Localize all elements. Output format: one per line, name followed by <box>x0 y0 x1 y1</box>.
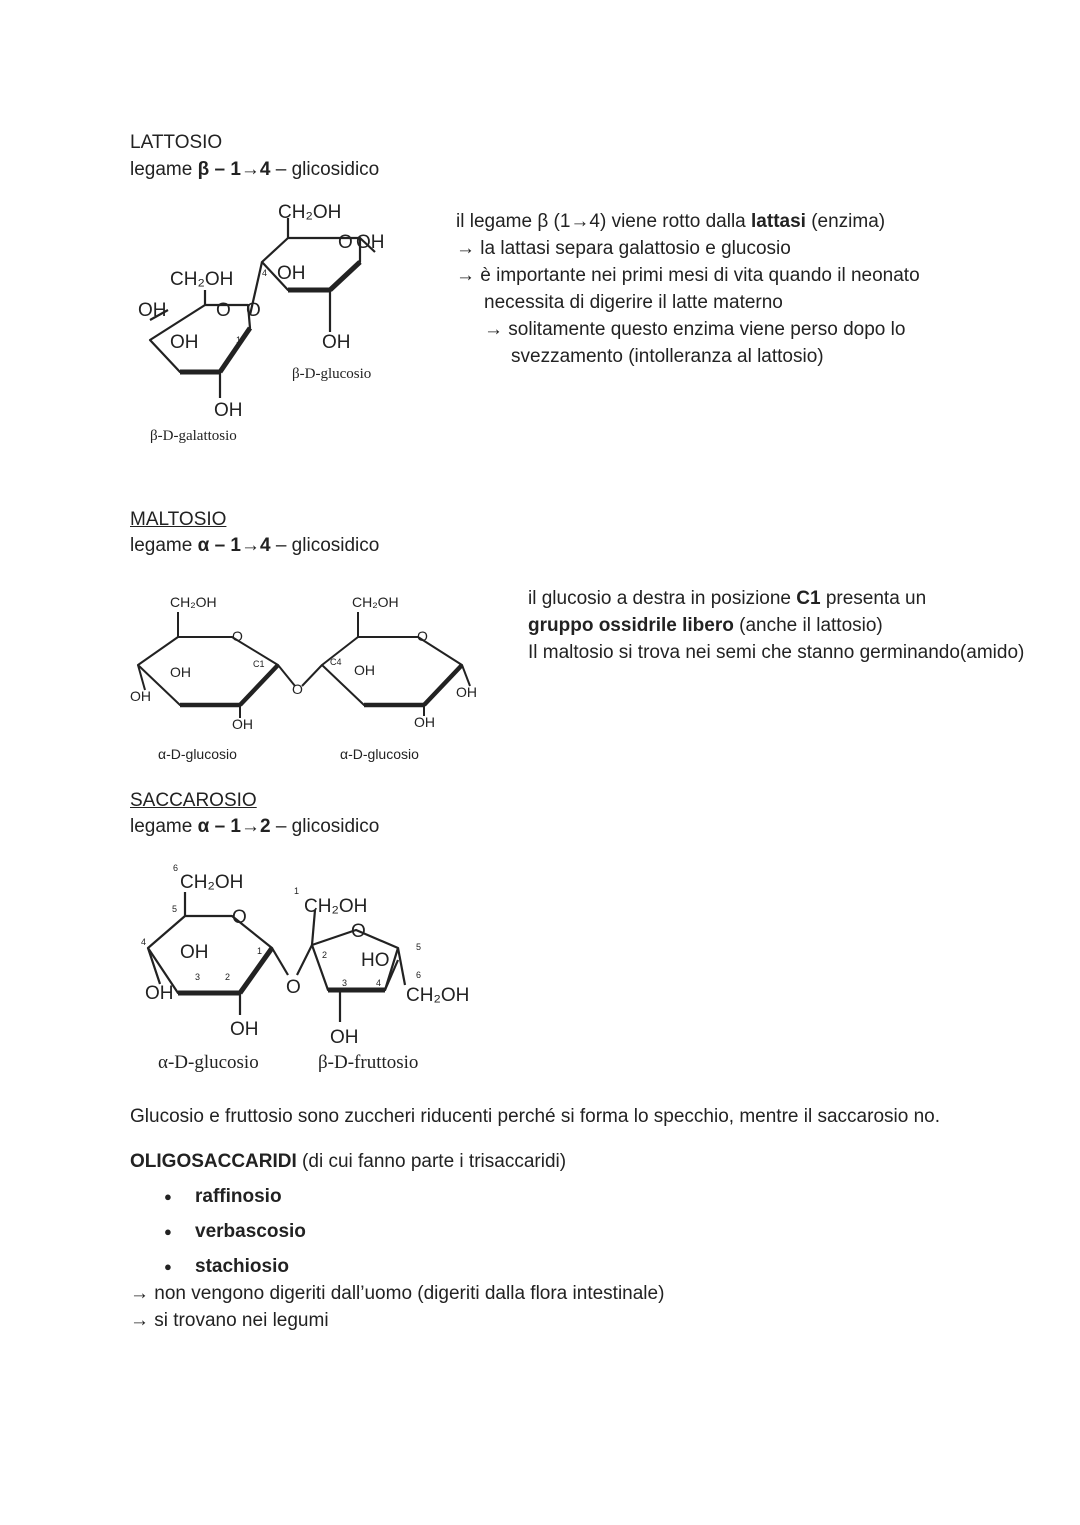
ch2oh-label: CH₂OH <box>304 896 368 917</box>
bond-type: α – 1→2 <box>197 816 271 837</box>
carbon-number: 6 <box>173 863 179 873</box>
saccarosio-title: SACCAROSIO <box>130 790 257 811</box>
link-oxygen-label: O <box>292 681 303 697</box>
ring-oxygen-label: O <box>232 628 243 644</box>
ring-oxygen-label: O <box>232 907 247 928</box>
ring-oxygen-label: O <box>351 921 366 942</box>
oligosaccaridi-list <box>130 1179 306 1284</box>
oh-label: OH <box>214 400 243 421</box>
ch2oh-label: CH₂OH <box>406 985 470 1006</box>
carbon-number: 4 <box>376 978 382 988</box>
link-oxygen-label: O <box>286 977 301 998</box>
bond-type: β – 1→4 <box>197 159 271 180</box>
oh-label: OH <box>277 263 306 284</box>
ch2oh-label: CH₂OH <box>278 202 342 223</box>
galactose-name: β-D-galattosio <box>150 428 237 444</box>
oh-label: OH <box>330 1027 359 1048</box>
ch2oh-label: CH₂OH <box>180 872 244 893</box>
glucose-name: α-D-glucosio <box>158 1052 259 1073</box>
list-item: ● stachiosio <box>130 1249 306 1284</box>
glucose-name-right: α-D-glucosio <box>340 746 419 762</box>
lattasi-keyword: lattasi <box>751 211 806 232</box>
note-line-4: necessita di digerire il latte materno <box>484 292 783 313</box>
oh-label: OH <box>356 232 385 253</box>
carbon-number: 2 <box>225 972 231 982</box>
oh-label: OH <box>232 716 253 732</box>
oh-label: OH <box>456 684 477 700</box>
carbon-number: 2 <box>322 950 328 960</box>
note-line-1: il glucosio a destra in posizione C1 presenta un <box>528 588 927 609</box>
oh-label: OH <box>230 1019 259 1040</box>
bond-prefix: legame <box>130 159 198 180</box>
carbon-number: 6 <box>416 970 422 980</box>
ring-oxygen-label: O <box>417 628 428 644</box>
link-oxygen-label: O <box>246 300 261 321</box>
oligo-note-2: → si trovano nei legumi <box>130 1310 329 1331</box>
oligosaccaridi-title: OLIGOSACCARIDI <box>130 1151 297 1172</box>
bond-suffix: – glicosidico <box>270 535 380 556</box>
carbon-number: 5 <box>416 942 422 952</box>
riducenti-sentence: Glucosio e fruttosio sono zuccheri riducenti perché si forma lo specchio, mentre il saccarosio no. <box>130 1106 940 1127</box>
oligosaccaridi-heading <box>130 1148 566 1175</box>
ch2oh-label: CH₂OH <box>352 594 399 610</box>
oh-label: OH <box>170 664 191 680</box>
fructose-name: β-D-fruttosio <box>318 1052 419 1073</box>
bond-suffix: – glicosidico <box>270 159 380 180</box>
glucose-name-left: α-D-glucosio <box>158 746 237 762</box>
note-line-2: gruppo ossidrile libero (anche il lattosio) <box>528 615 883 636</box>
carbon-label-c4: C4 <box>330 657 342 667</box>
ch2oh-label: CH₂OH <box>170 269 234 290</box>
note-line-3: → è importante nei primi mesi di vita quando il neonato <box>456 265 920 286</box>
note-line-3: Il maltosio si trova nei semi che stanno germinando(amido) <box>528 642 1025 663</box>
bond-prefix: legame <box>130 816 198 837</box>
bond-prefix: legame <box>130 535 198 556</box>
c1-keyword: C1 <box>796 588 821 609</box>
ho-label: HO <box>361 950 390 971</box>
carbon-number: 1 <box>236 335 242 345</box>
glucose-name: β-D-glucosio <box>292 366 372 382</box>
oh-label: OH <box>180 942 209 963</box>
carbon-number: 3 <box>195 972 201 982</box>
note-line-6: svezzamento (intolleranza al lattosio) <box>511 346 824 367</box>
carbon-label-c1: C1 <box>253 659 265 669</box>
carbon-number: 1 <box>294 886 300 896</box>
oligosaccaridi-subtitle: (di cui fanno parte i trisaccaridi) <box>296 1151 567 1172</box>
oh-label: OH <box>138 300 167 321</box>
oh-label: OH <box>130 688 151 704</box>
list-item: ● verbascosio <box>130 1214 306 1249</box>
carbon-number: 5 <box>172 904 178 914</box>
carbon-number: 4 <box>141 937 147 947</box>
oh-label: OH <box>322 332 351 353</box>
carbon-number: 1 <box>257 946 263 956</box>
note-line-5: → solitamente questo enzima viene perso dopo lo <box>484 319 906 340</box>
bond-type: α – 1→4 <box>197 535 271 556</box>
note-line-1: il legame β (1→4) viene rotto dalla lattasi (enzima) <box>456 211 886 232</box>
carbon-number: 4 <box>262 268 268 278</box>
ch2oh-label: CH₂OH <box>170 594 217 610</box>
note-line-2: → la lattasi separa galattosio e glucosio <box>456 238 791 259</box>
maltosio-title: MALTOSIO <box>130 509 227 530</box>
oh-label: OH <box>145 983 174 1004</box>
oh-label: OH <box>414 714 435 730</box>
ossidrile-keyword: gruppo ossidrile libero <box>528 615 734 636</box>
ring-oxygen-label: O <box>338 232 353 253</box>
ring-oxygen-label: O <box>216 300 231 321</box>
oh-label: OH <box>170 332 199 353</box>
bond-suffix: – glicosidico <box>270 816 380 837</box>
carbon-number: 3 <box>342 978 348 988</box>
oligo-note-1: → non vengono digeriti dall’uomo (digeriti dalla flora intestinale) <box>130 1283 665 1304</box>
list-item: ● raffinosio <box>130 1179 306 1214</box>
lattosio-title: LATTOSIO <box>130 132 223 153</box>
oh-label: OH <box>354 662 375 678</box>
